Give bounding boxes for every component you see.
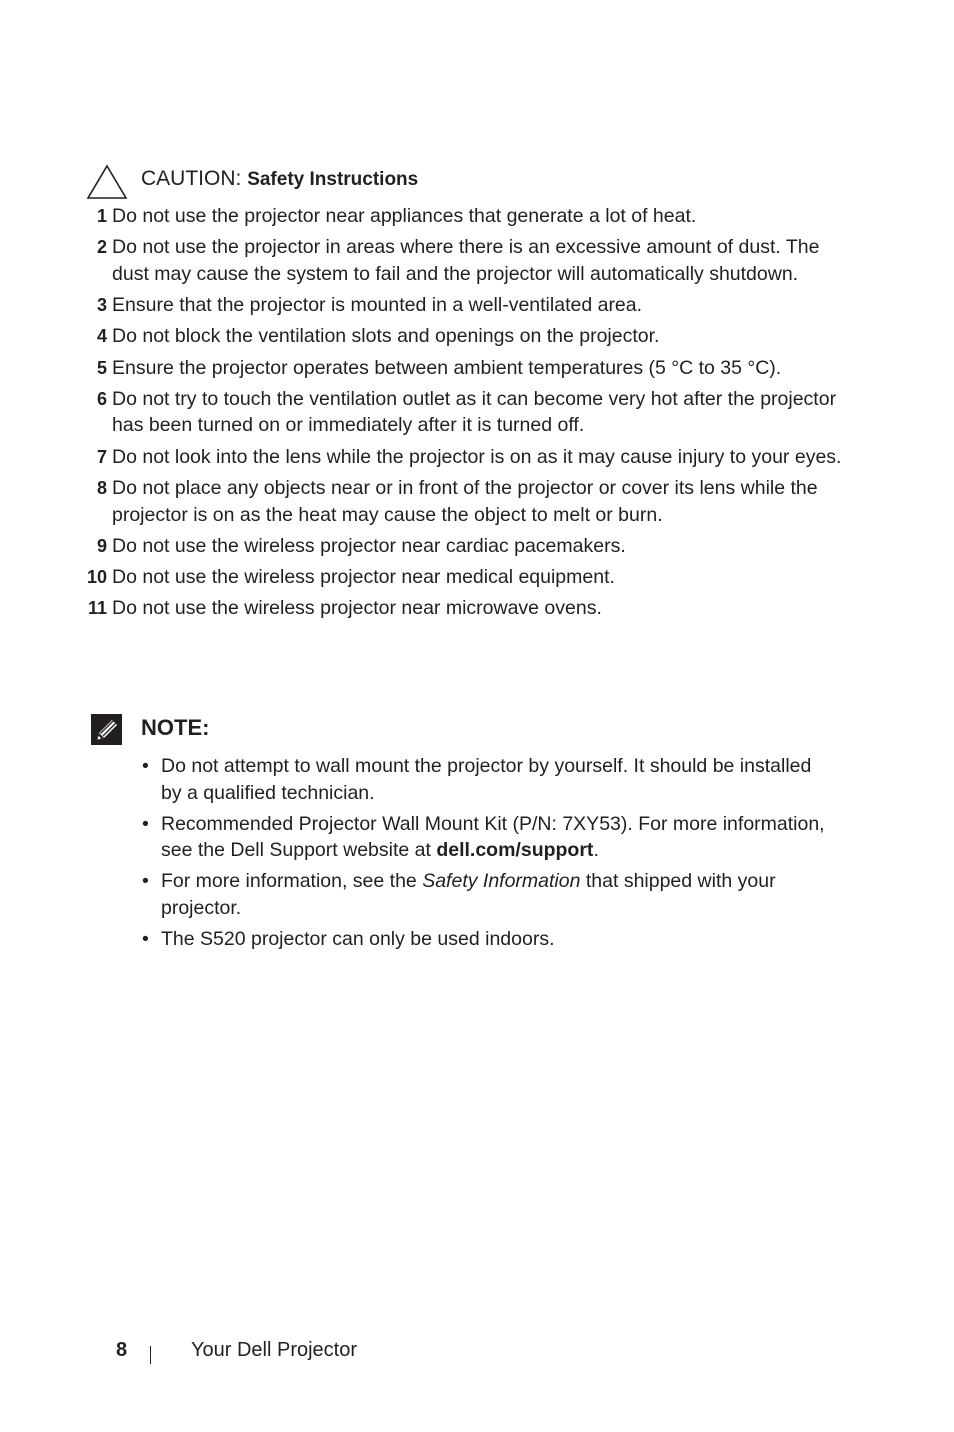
dell-support-link[interactable]: dell.com/support (436, 839, 594, 862)
bullet-dot: • (142, 927, 149, 950)
note-pencil-icon (91, 714, 122, 745)
item-text: Do not block the ventilation slots and openings on the projector. (112, 325, 660, 348)
note-bullet-list (142, 753, 832, 957)
item-number: 1 (96, 206, 107, 226)
list-item (82, 355, 842, 382)
item-number: 6 (96, 388, 107, 409)
note-text-end: . (593, 839, 599, 862)
list-item (142, 753, 832, 806)
list-item (142, 868, 832, 921)
item-number: 10 (86, 567, 107, 588)
item-text: Do not use the wireless projector near cardiac pacemakers. (112, 534, 626, 557)
item-text: Ensure the projector operates between ambient temperatures (5 °C to 35 °C). (112, 356, 782, 379)
item-number: 8 (96, 478, 107, 499)
list-item (82, 386, 842, 439)
list-item (82, 564, 842, 591)
caution-label: CAUTION: (141, 167, 242, 190)
item-number: 3 (96, 295, 107, 316)
item-number: 5 (96, 357, 107, 378)
list-item (82, 203, 842, 230)
page-number: 8 (116, 1339, 128, 1361)
bullet-dot: • (142, 755, 149, 777)
item-number: 2 (96, 237, 107, 258)
item-number: 9 (96, 535, 107, 556)
list-item (82, 292, 842, 319)
footer-divider (150, 1346, 151, 1364)
item-text: Do not use the projector near appliances that generate a lot of heat. (112, 205, 697, 227)
item-text: Do not use the wireless projector near microwave ovens. (112, 597, 602, 620)
caution-heading (86, 162, 786, 198)
footer-title: Your Dell Projector (191, 1339, 358, 1361)
caution-title: Safety Instructions (247, 169, 419, 190)
note-text: Recommended Projector Wall Mount Kit (P/N: 7XY53). For more information, see the Dell Support website at (161, 812, 825, 862)
caution-triangle-icon (86, 164, 128, 200)
item-text: Do not try to touch the ventilation outlet as it can become very hot after the projector has been turned on or immediately after it is turned off. (112, 387, 837, 437)
safety-information-title: Safety Information (422, 870, 581, 893)
item-text: Do not look into the lens while the projector is on as it may cause injury to your eyes. (112, 445, 842, 468)
item-number: 11 (87, 598, 107, 619)
note-text: Do not attempt to wall mount the projector by yourself. It should be installed by a qualified technician. (161, 755, 812, 804)
list-item (82, 444, 842, 471)
item-text: Ensure that the projector is mounted in a well-ventilated area. (112, 294, 643, 317)
page-footer (116, 1336, 616, 1366)
item-text: Do not use the projector in areas where there is an excessive amount of dust. The dust may cause the system to fail and the projector will automatically shutdown. (112, 236, 820, 285)
list-item (82, 533, 842, 560)
bullet-dot: • (142, 870, 149, 893)
item-text: Do not use the wireless projector near medical equipment. (112, 566, 615, 589)
note-text-end: that shipped with your projector. (161, 870, 776, 919)
list-item (142, 811, 832, 864)
item-text: Do not place any objects near or in front of the projector or cover its lens while the projector is on as the heat may cause the object to melt or burn. (112, 477, 818, 526)
note-heading (91, 712, 491, 746)
safety-instructions-list (82, 203, 842, 627)
list-item (82, 323, 842, 350)
item-number: 4 (96, 326, 107, 347)
list-item (142, 926, 832, 953)
list-item (82, 595, 842, 622)
item-number: 7 (96, 446, 107, 467)
caution-title-line (141, 165, 418, 194)
list-item (82, 234, 842, 287)
note-label: NOTE: (141, 715, 210, 740)
note-text: The S520 projector can only be used indoors. (161, 927, 555, 950)
bullet-dot: • (142, 812, 149, 835)
note-text: For more information, see the (161, 870, 423, 893)
list-item (82, 475, 842, 528)
